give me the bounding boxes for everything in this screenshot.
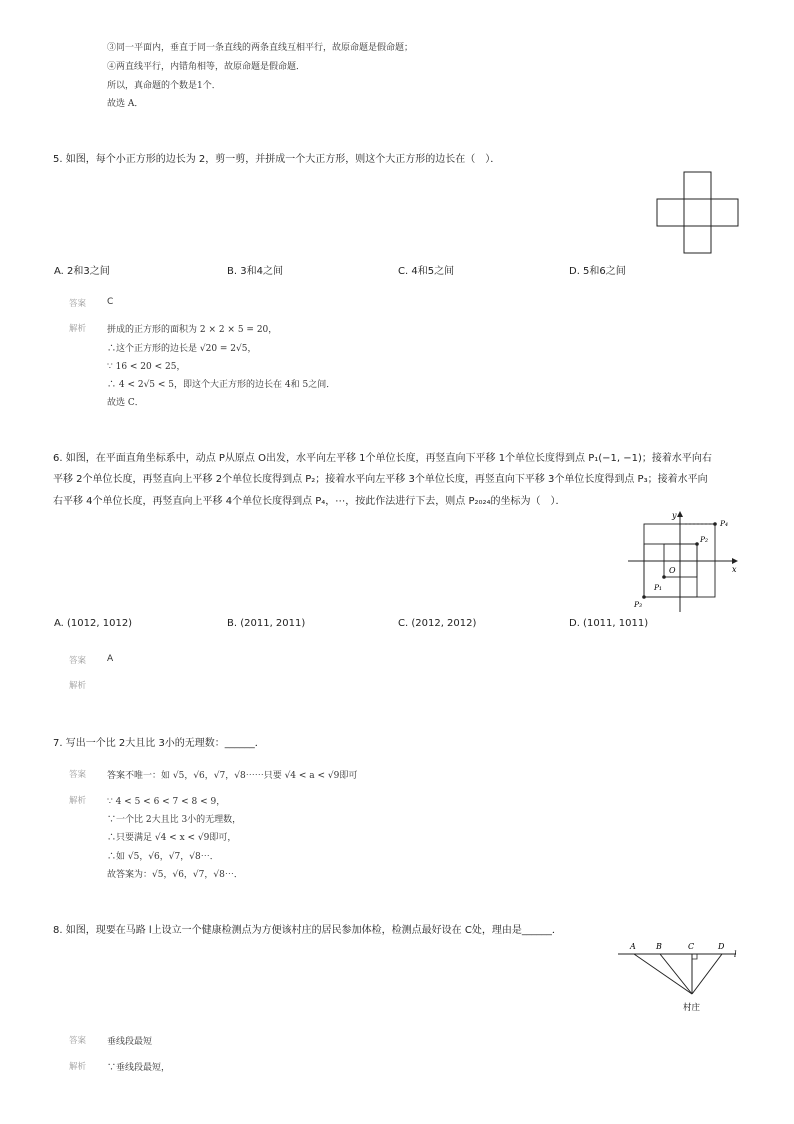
q8-label-d: D bbox=[718, 942, 725, 951]
q8-segment-a bbox=[634, 954, 692, 994]
q5-answer-label: 答案 bbox=[69, 299, 87, 309]
q5-analysis-line-5: 故选 C． bbox=[107, 398, 144, 408]
q6-label-p4: P₄ bbox=[720, 519, 729, 528]
q5-analysis-line-1: 拼成的正方形的面积为 2 × 2 × 5 = 20， bbox=[107, 325, 278, 335]
q6-option-a[interactable]: A. (1012, 1012) bbox=[54, 618, 133, 629]
q8-segment-b bbox=[660, 954, 692, 994]
q6-option-b[interactable]: B. (2011, 2011) bbox=[227, 618, 306, 629]
q8-road-figure bbox=[614, 938, 744, 1014]
q7-analysis-line-4: ∴如 √5，√6，√7，√8⋯． bbox=[107, 852, 219, 862]
q7-analysis-line-3: ∴只要满足 √4 < x < √9即可， bbox=[107, 833, 237, 843]
q5-stem: 5. 如图，每个小正方形的边长为 2，剪一剪，并拼成一个大正方形，则这个大正方形的边长在（ ）． bbox=[53, 154, 501, 165]
q8-village-label: 村庄 bbox=[683, 1003, 701, 1013]
q5-analysis-label: 解析 bbox=[69, 324, 87, 334]
q6-point-p1 bbox=[662, 575, 666, 579]
q5-option-b[interactable]: B. 3和4之间 bbox=[227, 266, 283, 277]
q6-option-c[interactable]: C. (2012, 2012) bbox=[398, 618, 477, 629]
q6-answer-label: 答案 bbox=[69, 656, 87, 666]
q7-analysis-line-2: ∵一个比 2大且比 3小的无理数， bbox=[107, 815, 242, 825]
q5-option-d[interactable]: D. 5和6之间 bbox=[569, 266, 626, 277]
q7-analysis-label: 解析 bbox=[69, 796, 87, 806]
q5-analysis-line-2: ∴这个正方形的边长是 √20 = 2√5， bbox=[107, 344, 257, 354]
q6-stem-line-2: 平移 2个单位长度，再竖直向上平移 2个单位长度得到点 P₂；接着水平向左平移 3个单位长度，再竖直向下平移 3个单位长度得到点 P₃；接着水平向 bbox=[53, 474, 708, 485]
q8-label-c: C bbox=[688, 942, 695, 951]
q8-segment-d bbox=[692, 954, 722, 994]
q6-point-p3 bbox=[642, 595, 646, 599]
q7-answer-label: 答案 bbox=[69, 770, 87, 780]
q5-square-top bbox=[684, 172, 711, 199]
q5-square-center bbox=[684, 199, 711, 226]
q6-analysis-label: 解析 bbox=[69, 681, 87, 691]
q5-option-c[interactable]: C. 4和5之间 bbox=[398, 266, 455, 277]
q6-origin-label: O bbox=[669, 566, 676, 575]
q8-analysis-label: 解析 bbox=[69, 1062, 87, 1072]
q5-analysis-line-4: ∴ 4 < 2√5 < 5，即这个大正方形的边长在 4和 5之间． bbox=[107, 380, 336, 390]
q6-label-p3: P₃ bbox=[634, 600, 643, 609]
q6-label-p1: P₁ bbox=[654, 583, 663, 592]
q5-square-bottom bbox=[684, 226, 711, 253]
q5-analysis-line-3: ∵ 16 < 20 < 25， bbox=[107, 362, 186, 372]
prev-solution-line-1: ③同一平面内，垂直于同一条直线的两条直线互相平行，故原命题是假命题； bbox=[107, 43, 414, 53]
q6-point-p4 bbox=[713, 522, 717, 526]
q6-answer: A bbox=[107, 654, 114, 664]
q8-stem: 8. 如图，现要在马路 l上设立一个健康检测点为方便该村庄的居民参加体检，检测点最好设在 C处，理由是______． bbox=[53, 925, 562, 936]
q5-option-a[interactable]: A. 2和3之间 bbox=[54, 266, 110, 277]
q8-answer: 垂线段最短 bbox=[107, 1037, 153, 1047]
q7-analysis-line-1: ∵ 4 < 5 < 6 < 7 < 8 < 9， bbox=[107, 797, 226, 807]
q8-label-l: l bbox=[734, 950, 737, 959]
prev-solution-line-3: 所以，真命题的个数是1个． bbox=[107, 81, 221, 91]
q6-coordinate-figure bbox=[620, 506, 744, 614]
q8-label-b: B bbox=[656, 942, 662, 951]
q5-square-left bbox=[657, 199, 684, 226]
q6-y-label: y bbox=[672, 511, 677, 520]
prev-solution-line-4: 故选 A． bbox=[107, 99, 144, 109]
q6-x-label: x bbox=[732, 565, 737, 574]
q7-stem: 7. 写出一个比 2大且比 3小的无理数：______． bbox=[53, 738, 265, 749]
q5-answer: C bbox=[107, 297, 114, 307]
q6-stem-line-1: 6. 如图，在平面直角坐标系中，动点 P从原点 O出发，水平向左平移 1个单位长度，再竖直向下平移 1个单位长度得到点 P₁(−1, −1)；接着水平向右 bbox=[53, 453, 712, 464]
q8-label-a: A bbox=[630, 942, 636, 951]
q6-option-d[interactable]: D. (1011, 1011) bbox=[569, 618, 649, 629]
q8-analysis-line-1: ∵垂线段最短， bbox=[107, 1063, 171, 1073]
q8-right-angle-mark bbox=[692, 954, 697, 959]
prev-solution-line-2: ④两直线平行，内错角相等，故原命题是假命题． bbox=[107, 62, 306, 72]
q5-square-right bbox=[711, 199, 738, 226]
q6-label-p2: P₂ bbox=[700, 535, 709, 544]
q7-answer: 答案不唯一：如 √5，√6，√7，√8⋯⋯只要 √4 < a < √9即可 bbox=[107, 771, 358, 781]
q5-cross-figure bbox=[656, 171, 740, 255]
q7-analysis-line-5: 故答案为：√5，√6，√7，√8⋯． bbox=[107, 870, 243, 880]
q8-answer-label: 答案 bbox=[69, 1036, 87, 1046]
q6-stem-line-3: 右平移 4个单位长度，再竖直向上平移 4个单位长度得到点 P₄，⋯，按此作法进行下去，则点 P₂₀₂₄的坐标为（ ）． bbox=[53, 496, 566, 507]
q6-point-p2 bbox=[695, 542, 699, 546]
